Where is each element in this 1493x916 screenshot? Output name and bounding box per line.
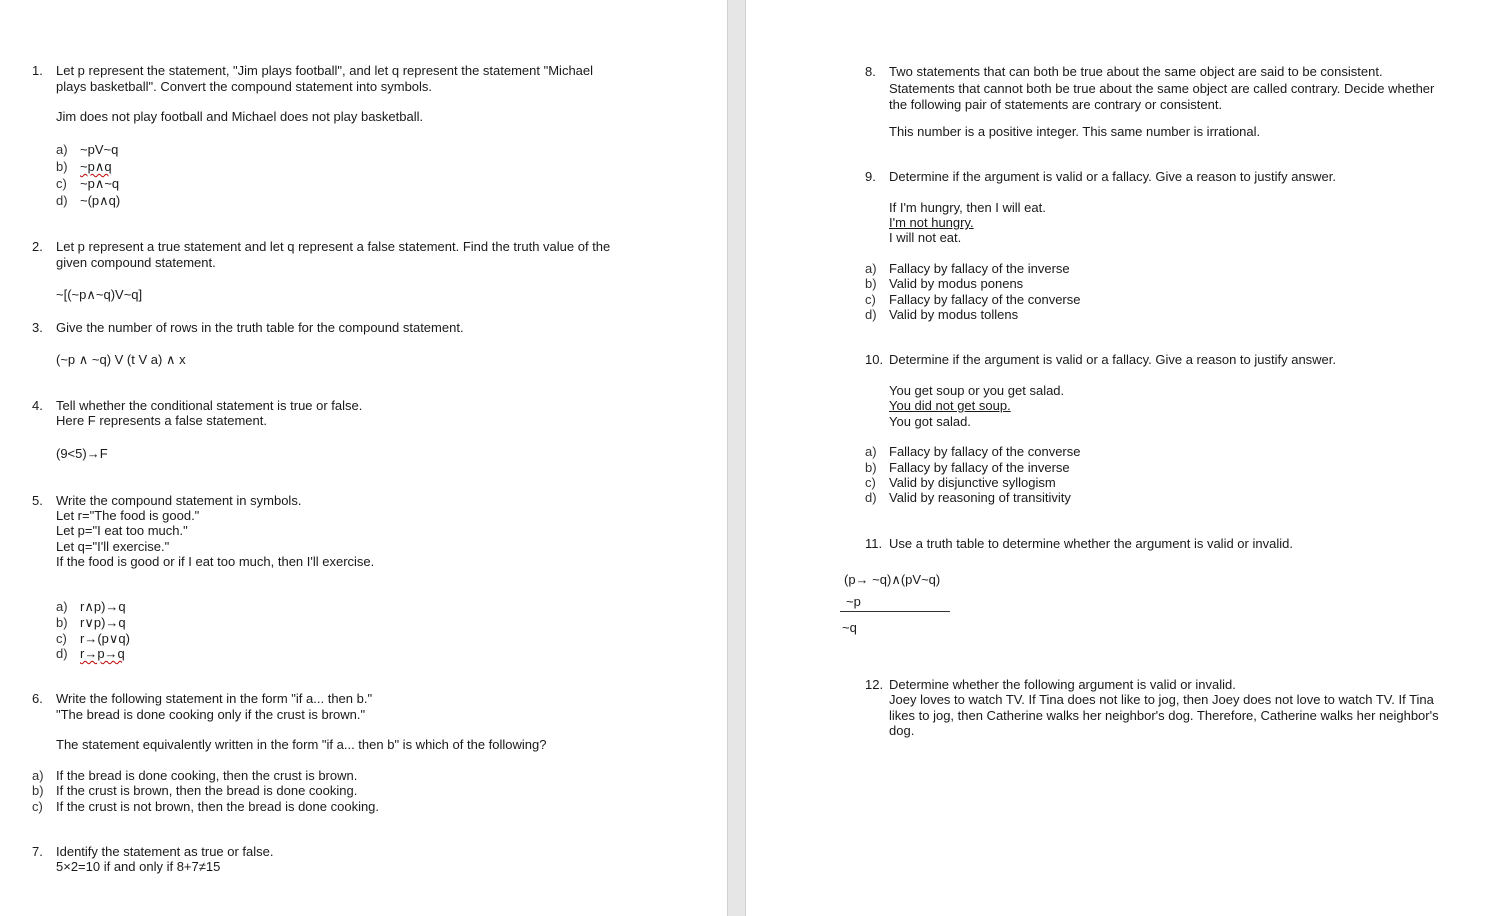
option-letter: b) [865,276,877,291]
option-text: Fallacy by fallacy of the converse [889,444,1081,459]
option-text: If the crust is brown, then the bread is done cooking. [56,783,358,798]
answer-option[interactable] [56,615,126,630]
question-number: 9. [865,169,876,184]
statement-pair: This number is a positive integer. This same number is irrational. [889,124,1261,139]
definition-line: Let p="I eat too much." [56,523,188,538]
question-text: Determine if the argument is valid or a fallacy. Give a reason to justify answer. [889,352,1337,367]
option-letter: d) [56,646,68,661]
question-text: Use a truth table to determine whether the argument is valid or invalid. [889,536,1293,551]
answer-option[interactable] [32,768,357,783]
option-text: Fallacy by fallacy of the converse [889,292,1081,307]
option-letter: a) [865,444,877,459]
question-number: 4. [32,398,43,413]
conditional-expression: (9<5)→F [56,446,108,461]
option-letter: a) [56,599,68,614]
option-letter: c) [865,292,876,307]
question-text: Write the compound statement in symbols. [56,493,302,508]
option-text: Valid by modus ponens [889,276,1024,291]
question-number: 7. [32,844,43,859]
answer-option[interactable] [56,631,130,646]
question-text: Determine if the argument is valid or a fallacy. Give a reason to justify answer. [889,169,1337,184]
answer-option[interactable] [865,490,1071,505]
argument-conclusion: You got salad. [889,414,971,429]
question-text: Determine whether the following argument is valid or invalid. [889,677,1236,692]
option-letter: b) [56,615,68,630]
option-letter: b) [32,783,44,798]
question-number: 11. [865,536,883,551]
option-text: Valid by reasoning of transitivity [889,490,1071,505]
answer-option[interactable] [32,783,357,798]
option-text: r∧p)→q [80,599,126,614]
question-text: Let p represent the statement, "Jim plays football", and let q represent the statement "Michael [56,63,594,78]
answer-option[interactable] [865,460,1070,475]
option-text: Valid by disjunctive syllogism [889,475,1056,490]
option-text: ~p∧~q [80,176,120,191]
option-letter: c) [865,475,876,490]
question-number: 1. [32,63,43,78]
answer-option[interactable] [865,292,1080,307]
page-gap [727,0,746,916]
argument-premise: I'm not hungry. [889,215,974,230]
question-number: 3. [32,320,43,335]
answer-option[interactable] [865,276,1023,291]
answer-option[interactable] [865,261,1070,276]
conclusion-divider [840,611,950,612]
option-text: Valid by modus tollens [889,307,1019,322]
option-letter: b) [865,460,877,475]
argument-text: likes to jog, then Catherine walks her neighbor's dog. Therefore, Catherine walks her neighbor's [889,708,1439,723]
option-text: If the bread is done cooking, then the crust is brown. [56,768,358,783]
option-letter: c) [56,631,67,646]
answer-option[interactable] [56,646,125,661]
question-text: Give the number of rows in the truth table for the compound statement. [56,320,464,335]
answer-option[interactable] [56,193,120,208]
compound-expression: ~[(~p∧~q)V~q] [56,287,143,302]
definition-line: Let q="I'll exercise." [56,539,170,554]
option-text: r∨p)→q [80,615,126,630]
answer-option[interactable] [32,799,379,814]
question-number: 2. [32,239,43,254]
question-text: Write the following statement in the form "if a... then b." [56,691,373,706]
compound-expression: (~p ∧ ~q) V (t V a) ∧ x [56,352,186,367]
question-text: The statement equivalently written in the form "if a... then b" is which of the following? [56,737,547,752]
answer-option[interactable] [56,599,126,614]
argument-text: Joey loves to watch TV. If Tina does not like to jog, then Joey does not love to watch TV. If Tina [889,692,1434,707]
question-text: Tell whether the conditional statement is true or false. [56,398,363,413]
answer-option[interactable] [865,475,1056,490]
argument-conclusion: ~q [842,620,857,635]
question-number: 8. [865,64,876,79]
option-text: Fallacy by fallacy of the inverse [889,460,1070,475]
question-number: 10. [865,352,884,367]
question-text: Here F represents a false statement. [56,413,267,428]
option-text: ~(p∧q) [80,193,121,208]
question-number: 12. [865,677,884,692]
question-text: the following pair of statements are contrary or consistent. [889,97,1223,112]
question-text: Two statements that can both be true about the same object are said to be consistent. [889,64,1383,79]
argument-premise: You did not get soup. [889,398,1011,413]
option-letter: b) [56,159,68,174]
compound-statement: If the food is good or if I eat too much, then I'll exercise. [56,554,375,569]
option-letter: c) [56,176,67,191]
definition-line: Let r="The food is good." [56,508,200,523]
option-letter: a) [32,768,44,783]
option-letter: d) [865,307,877,322]
quoted-statement: "The bread is done cooking only if the crust is brown." [56,707,366,722]
option-letter: a) [56,142,68,157]
option-text: r→(p∨q) [80,631,130,646]
option-text: Fallacy by fallacy of the inverse [889,261,1070,276]
question-text: given compound statement. [56,255,216,270]
question-text: Let p represent a true statement and let q represent a false statement. Find the truth value of the [56,239,611,254]
argument-premise: ~p [846,594,861,609]
option-text: ~p∧q [80,159,112,174]
argument-text: dog. [889,723,915,738]
option-text: ~pV~q [80,142,119,157]
option-letter: c) [32,799,43,814]
option-text: r→p→q [80,646,125,661]
question-text: plays basketball". Convert the compound statement into symbols. [56,79,433,94]
question-number: 6. [32,691,43,706]
answer-option[interactable] [865,444,1080,459]
option-letter: d) [865,490,877,505]
answer-option[interactable] [56,142,118,157]
option-letter: a) [865,261,877,276]
biconditional-statement: 5×2=10 if and only if 8+7≠15 [56,859,221,874]
question-number: 5. [32,493,43,508]
question-text: Statements that cannot both be true about the same object are called contrary. Decide whether [889,81,1435,96]
option-text: If the crust is not brown, then the bread is done cooking. [56,799,380,814]
compound-statement: Jim does not play football and Michael does not play basketball. [56,109,424,124]
argument-premise: (p→ ~q)∧(pV~q) [844,572,941,587]
argument-conclusion: I will not eat. [889,230,962,245]
answer-option[interactable] [56,159,112,174]
question-text: Identify the statement as true or false. [56,844,274,859]
option-letter: d) [56,193,68,208]
argument-premise: If I'm hungry, then I will eat. [889,200,1046,215]
answer-option[interactable] [56,176,119,191]
answer-option[interactable] [865,307,1018,322]
argument-premise: You get soup or you get salad. [889,383,1065,398]
